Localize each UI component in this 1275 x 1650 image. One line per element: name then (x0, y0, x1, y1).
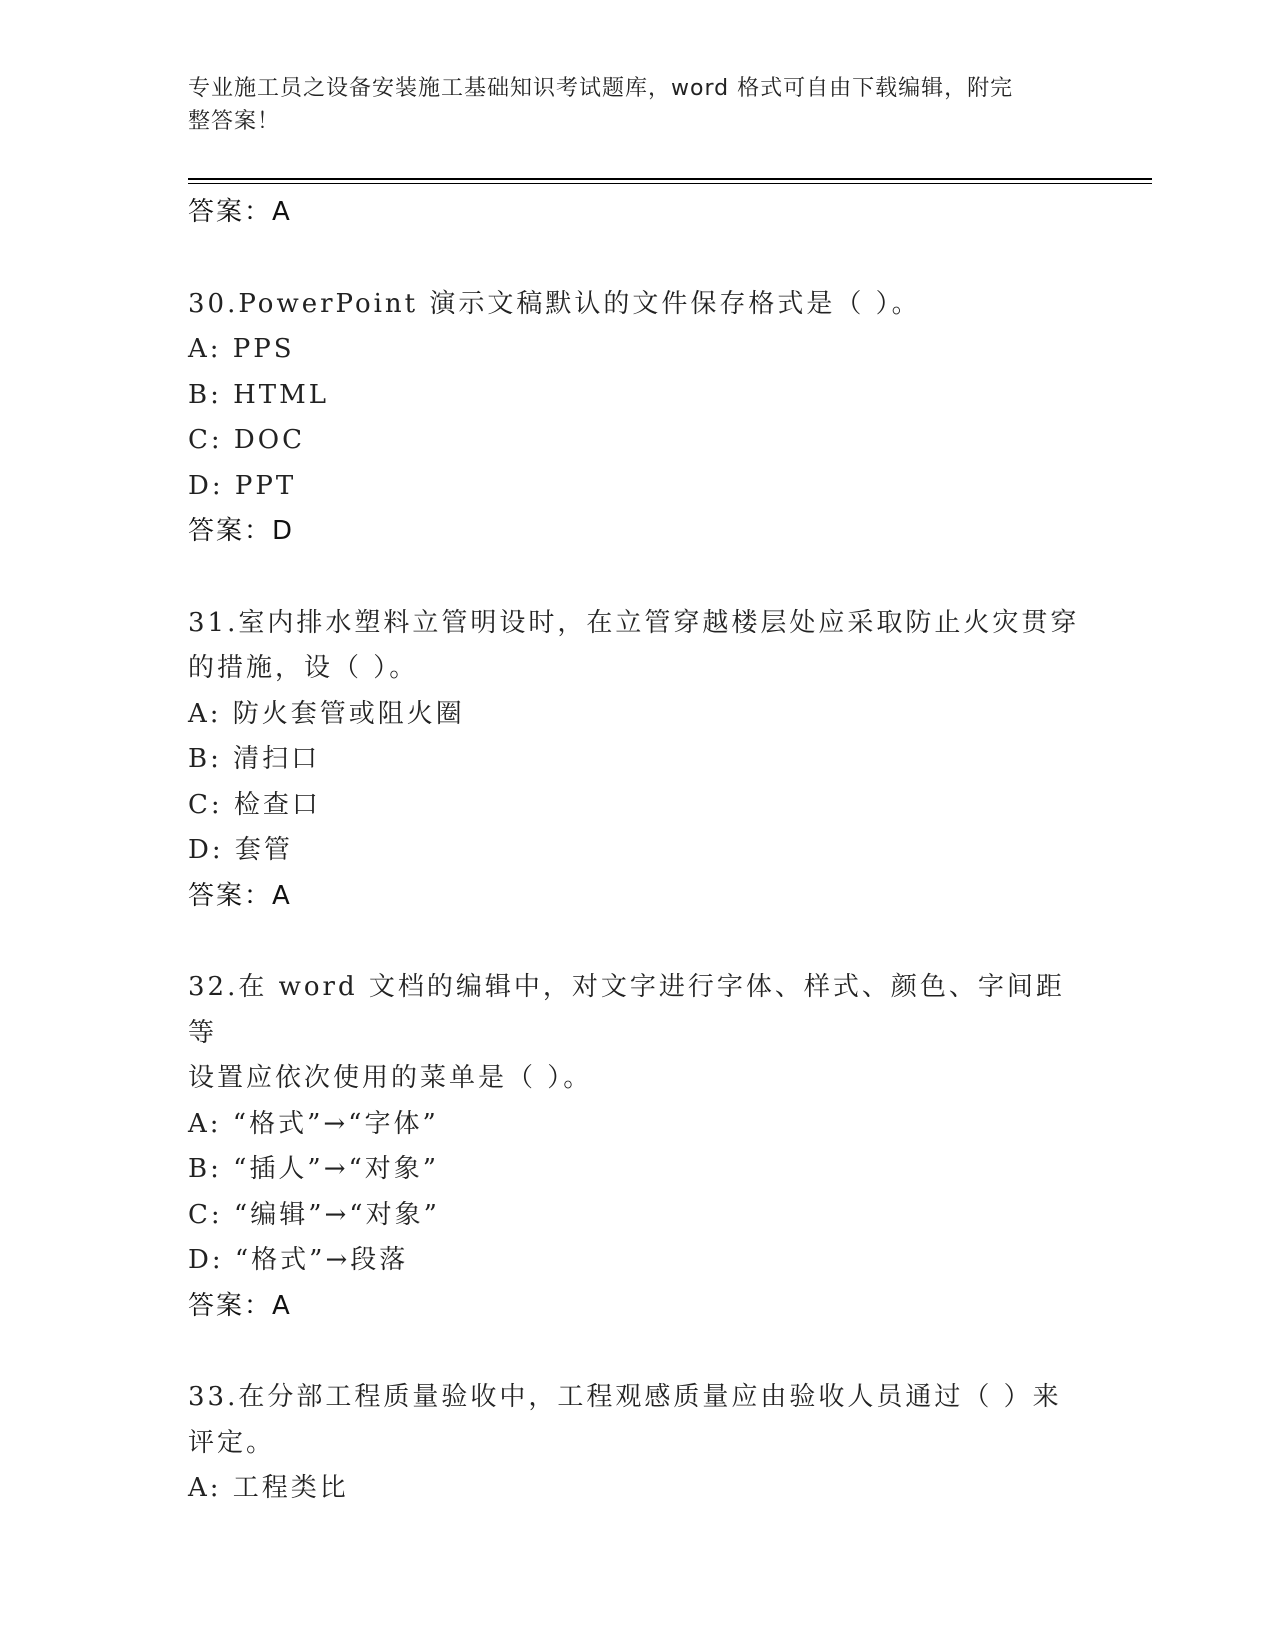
question-text-cont: 设置应依次使用的菜单是（ ）。 (188, 1063, 593, 1093)
option-b: B: “插人”→“对象” (188, 1154, 440, 1184)
question-text-cont: 的措施，设（ ）。 (188, 653, 419, 683)
option-c: C: 检查口 (188, 789, 321, 820)
option-c: C: DOC (188, 425, 305, 455)
question-31 (188, 601, 1088, 920)
question-text: 31.室内排水塑料立管明设时，在立管穿越楼层处应采取防止火灾贯穿 (188, 607, 1080, 638)
answer: 答案：A (188, 880, 292, 911)
question-text: 30.PowerPoint 演示文稿默认的文件保存格式是（ ）。 (188, 288, 921, 319)
question-30 (188, 282, 1088, 555)
header-divider-thick (188, 178, 1152, 180)
document-header (188, 72, 1068, 138)
answer: 答案：D (188, 516, 295, 546)
answer: 答案：A (188, 1290, 292, 1321)
question-text: 32.在 word 文档的编辑中，对文字进行字体、样式、颜色、字间距等 (188, 972, 1065, 1048)
question-33 (188, 1375, 1088, 1512)
question-list (188, 190, 1088, 1512)
option-d: D: “格式”→段落 (188, 1245, 409, 1275)
question-text: 33.在分部工程质量验收中，工程观感质量应由验收人员通过（ ）来 (188, 1382, 1062, 1412)
option-b: B: 清扫口 (188, 744, 321, 774)
option-a: A: “格式”→“字体” (188, 1108, 439, 1139)
option-a: A: 工程类比 (188, 1473, 349, 1503)
option-a: A: 防火套管或阻火圈 (188, 698, 465, 729)
option-c: C: “编辑”→“对象” (188, 1199, 440, 1230)
question-32 (188, 965, 1088, 1329)
option-b: B: HTML (188, 379, 330, 410)
question-text-cont: 评定。 (188, 1427, 276, 1458)
answer-29: 答案：A (188, 197, 292, 227)
option-d: D: 套管 (188, 835, 293, 865)
option-d: D: PPT (188, 470, 297, 501)
option-a: A: PPS (188, 334, 295, 364)
header-divider-thin (188, 183, 1152, 184)
header-line-1: 专业施工员之设备安装施工基础知识考试题库，word 格式可自由下载编辑，附完 (188, 76, 1014, 101)
header-line-2: 整答案！ (188, 109, 281, 134)
